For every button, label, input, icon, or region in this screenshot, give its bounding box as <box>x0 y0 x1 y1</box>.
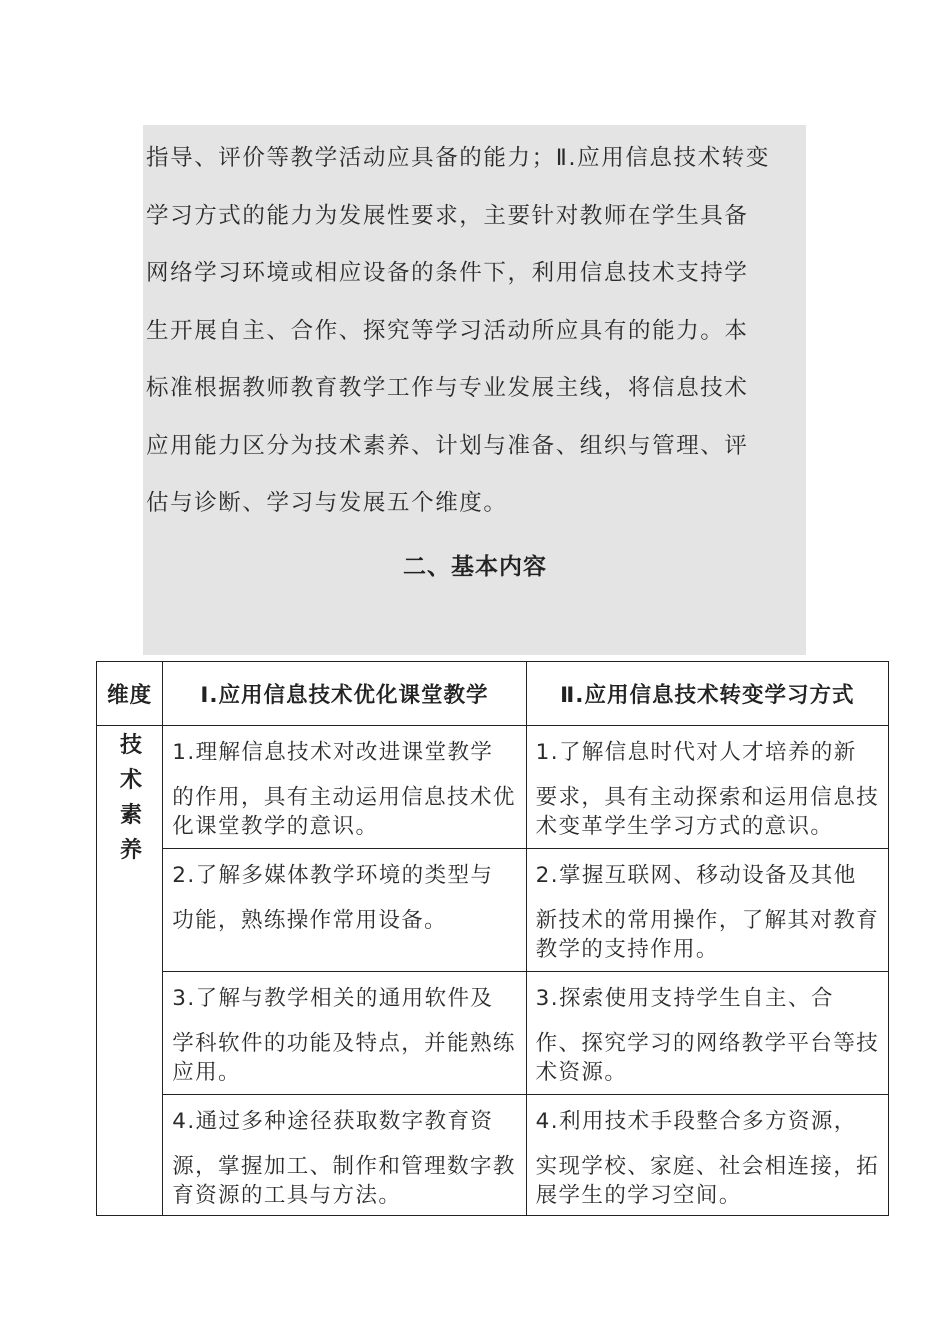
cell-text: 源，掌握加工、制作和管理数字教育资源的工具与方法。 <box>172 1154 516 1208</box>
cell-text-first-line: 2.掌握互联网、移动设备及其他 <box>535 863 857 888</box>
header-dimension: 维度 <box>97 662 163 726</box>
cell-text-first-line: 1.了解信息时代对人才培养的新 <box>535 740 857 765</box>
intro-paragraph <box>146 130 811 533</box>
cell-text-first-line: 1.理解信息技术对改进课堂教学 <box>172 740 494 765</box>
table-cell <box>163 972 526 1095</box>
table-cell <box>526 1095 888 1216</box>
table-row <box>97 849 889 972</box>
table-cell <box>163 849 526 972</box>
paragraph-line: 应用能力区分为技术素养、计划与准备、组织与管理、评 <box>146 432 749 459</box>
cell-text: 功能，熟练操作常用设备。 <box>172 908 448 933</box>
paragraph-line: 估与诊断、学习与发展五个维度。 <box>146 490 508 516</box>
table-row <box>97 726 889 849</box>
table-cell <box>526 972 888 1095</box>
table-row <box>97 972 889 1095</box>
paragraph-line: 标准根据教师教育教学工作与专业发展主线，将信息技术 <box>146 375 749 401</box>
cell-text: 的作用，具有主动运用信息技术优化课堂教学的意识。 <box>172 785 516 839</box>
cell-text: 实现学校、家庭、社会相连接，拓展学生的学习空间。 <box>535 1154 880 1208</box>
header-optimize-teaching: Ⅰ.应用信息技术优化课堂教学 <box>163 662 526 726</box>
cell-text-first-line: 2.了解多媒体教学环境的类型与 <box>172 863 494 888</box>
table-cell <box>163 1095 526 1216</box>
paragraph-line: 指导、评价等教学活动应具备的能力；Ⅱ.应用信息技术转变 <box>146 145 770 171</box>
header-transform-learning: Ⅱ.应用信息技术转变学习方式 <box>526 662 888 726</box>
cell-text-first-line: 3.了解与教学相关的通用软件及 <box>172 986 494 1011</box>
cell-text-first-line: 3.探索使用支持学生自主、合 <box>535 986 834 1011</box>
table-cell <box>526 726 888 849</box>
table-row <box>97 1095 889 1216</box>
dimension-label: 技术素养 <box>119 733 142 863</box>
table-cell <box>163 726 526 849</box>
cell-text: 要求，具有主动探索和运用信息技术变革学生学习方式的意识。 <box>535 785 880 839</box>
table-cell <box>526 849 888 972</box>
paragraph-line: 学习方式的能力为发展性要求，主要针对教师在学生具备 <box>146 202 749 229</box>
table-header-row <box>97 662 889 726</box>
paragraph-line: 网络学习环境或相应设备的条件下，利用信息技术支持学 <box>146 260 749 286</box>
section-heading: 二、基本内容 <box>403 554 547 580</box>
paragraph-line: 生开展自主、合作、探究等学习活动所应具有的能力。本 <box>146 317 749 344</box>
cell-text-first-line: 4.利用技术手段整合多方资源， <box>535 1109 857 1134</box>
cell-text: 作、探究学习的网络教学平台等技术资源。 <box>535 1031 880 1085</box>
cell-text: 新技术的常用操作，了解其对教育教学的支持作用。 <box>535 908 880 962</box>
cell-text: 学科软件的功能及特点，并能熟练应用。 <box>172 1031 516 1085</box>
cell-text-first-line: 4.通过多种途径获取数字教育资 <box>172 1109 494 1134</box>
dimension-cell <box>97 726 163 1216</box>
standards-table <box>96 661 889 1216</box>
